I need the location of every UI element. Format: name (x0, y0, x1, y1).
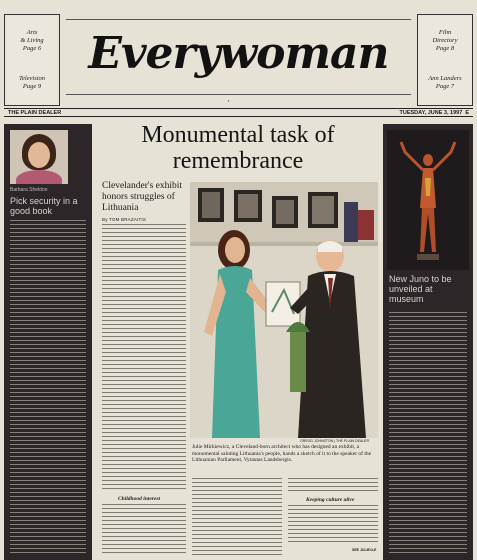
column-body-text (10, 220, 86, 556)
index-label: Ann Landers (428, 75, 462, 82)
index-label: Directory (432, 37, 458, 44)
paper-name: THE PLAIN DEALER (8, 110, 62, 116)
sidebar-body-text (389, 312, 467, 556)
index-label: Television (18, 75, 46, 82)
article-subhead: Keeping culture alive (306, 497, 355, 503)
article-headline: Monumental task of remembrance (141, 122, 335, 174)
article-byline: By TOM BRAZAITIS (102, 217, 147, 222)
right-sidebar (383, 124, 473, 560)
index-page: Page 9 (22, 83, 42, 90)
index-label: Film (438, 29, 452, 36)
article-body-text (102, 504, 186, 556)
photo-credit: GREGG JOHNSTON | THE PLAIN DEALER (300, 439, 370, 443)
page-mark: ▪ (228, 98, 230, 103)
article-body-text (102, 224, 186, 492)
dateline-bar (4, 108, 473, 117)
index-page: Page 8 (435, 45, 455, 52)
columnist-portrait (10, 130, 68, 184)
article-photo (190, 182, 378, 438)
index-box-left (4, 14, 60, 106)
index-label: Arts (26, 29, 38, 36)
article-deck: Clevelander's exhibit honors struggles of Lithuania (102, 181, 183, 213)
column-headline: Pick security in a good book (10, 196, 78, 216)
statue-photo (387, 130, 469, 270)
masthead (0, 6, 477, 110)
index-box-right (417, 14, 473, 106)
left-sidebar (4, 124, 92, 560)
article-subhead: Childhood interest (118, 496, 161, 502)
masthead-rule (66, 94, 411, 95)
index-page: Page 7 (435, 83, 455, 90)
issue-date: TUESDAY, JUNE 3, 1997 E (399, 110, 469, 116)
masthead-rule (66, 19, 411, 20)
sidebar-headline: New Juno to be unveiled at museum (389, 274, 452, 304)
index-label: & Living (20, 37, 44, 44)
article-body-text (192, 478, 282, 556)
index-page: Page 6 (22, 45, 42, 52)
article-body-text (288, 478, 378, 494)
jump-line: SEE JULIE/4-E (352, 548, 377, 552)
article-body-text (288, 505, 378, 545)
photo-caption: Julie Mirkiewicz, a Cleveland-born architect who has designed an exhibit, a monumental saluting Lithuania's people, hands a sketch of it to the speaker of the Lithuanian Parliament, Vytautas Landsbergis. (192, 444, 372, 463)
columnist-byline: Barbara Sheldon (10, 187, 48, 193)
section-title: Everywoman (88, 28, 389, 79)
